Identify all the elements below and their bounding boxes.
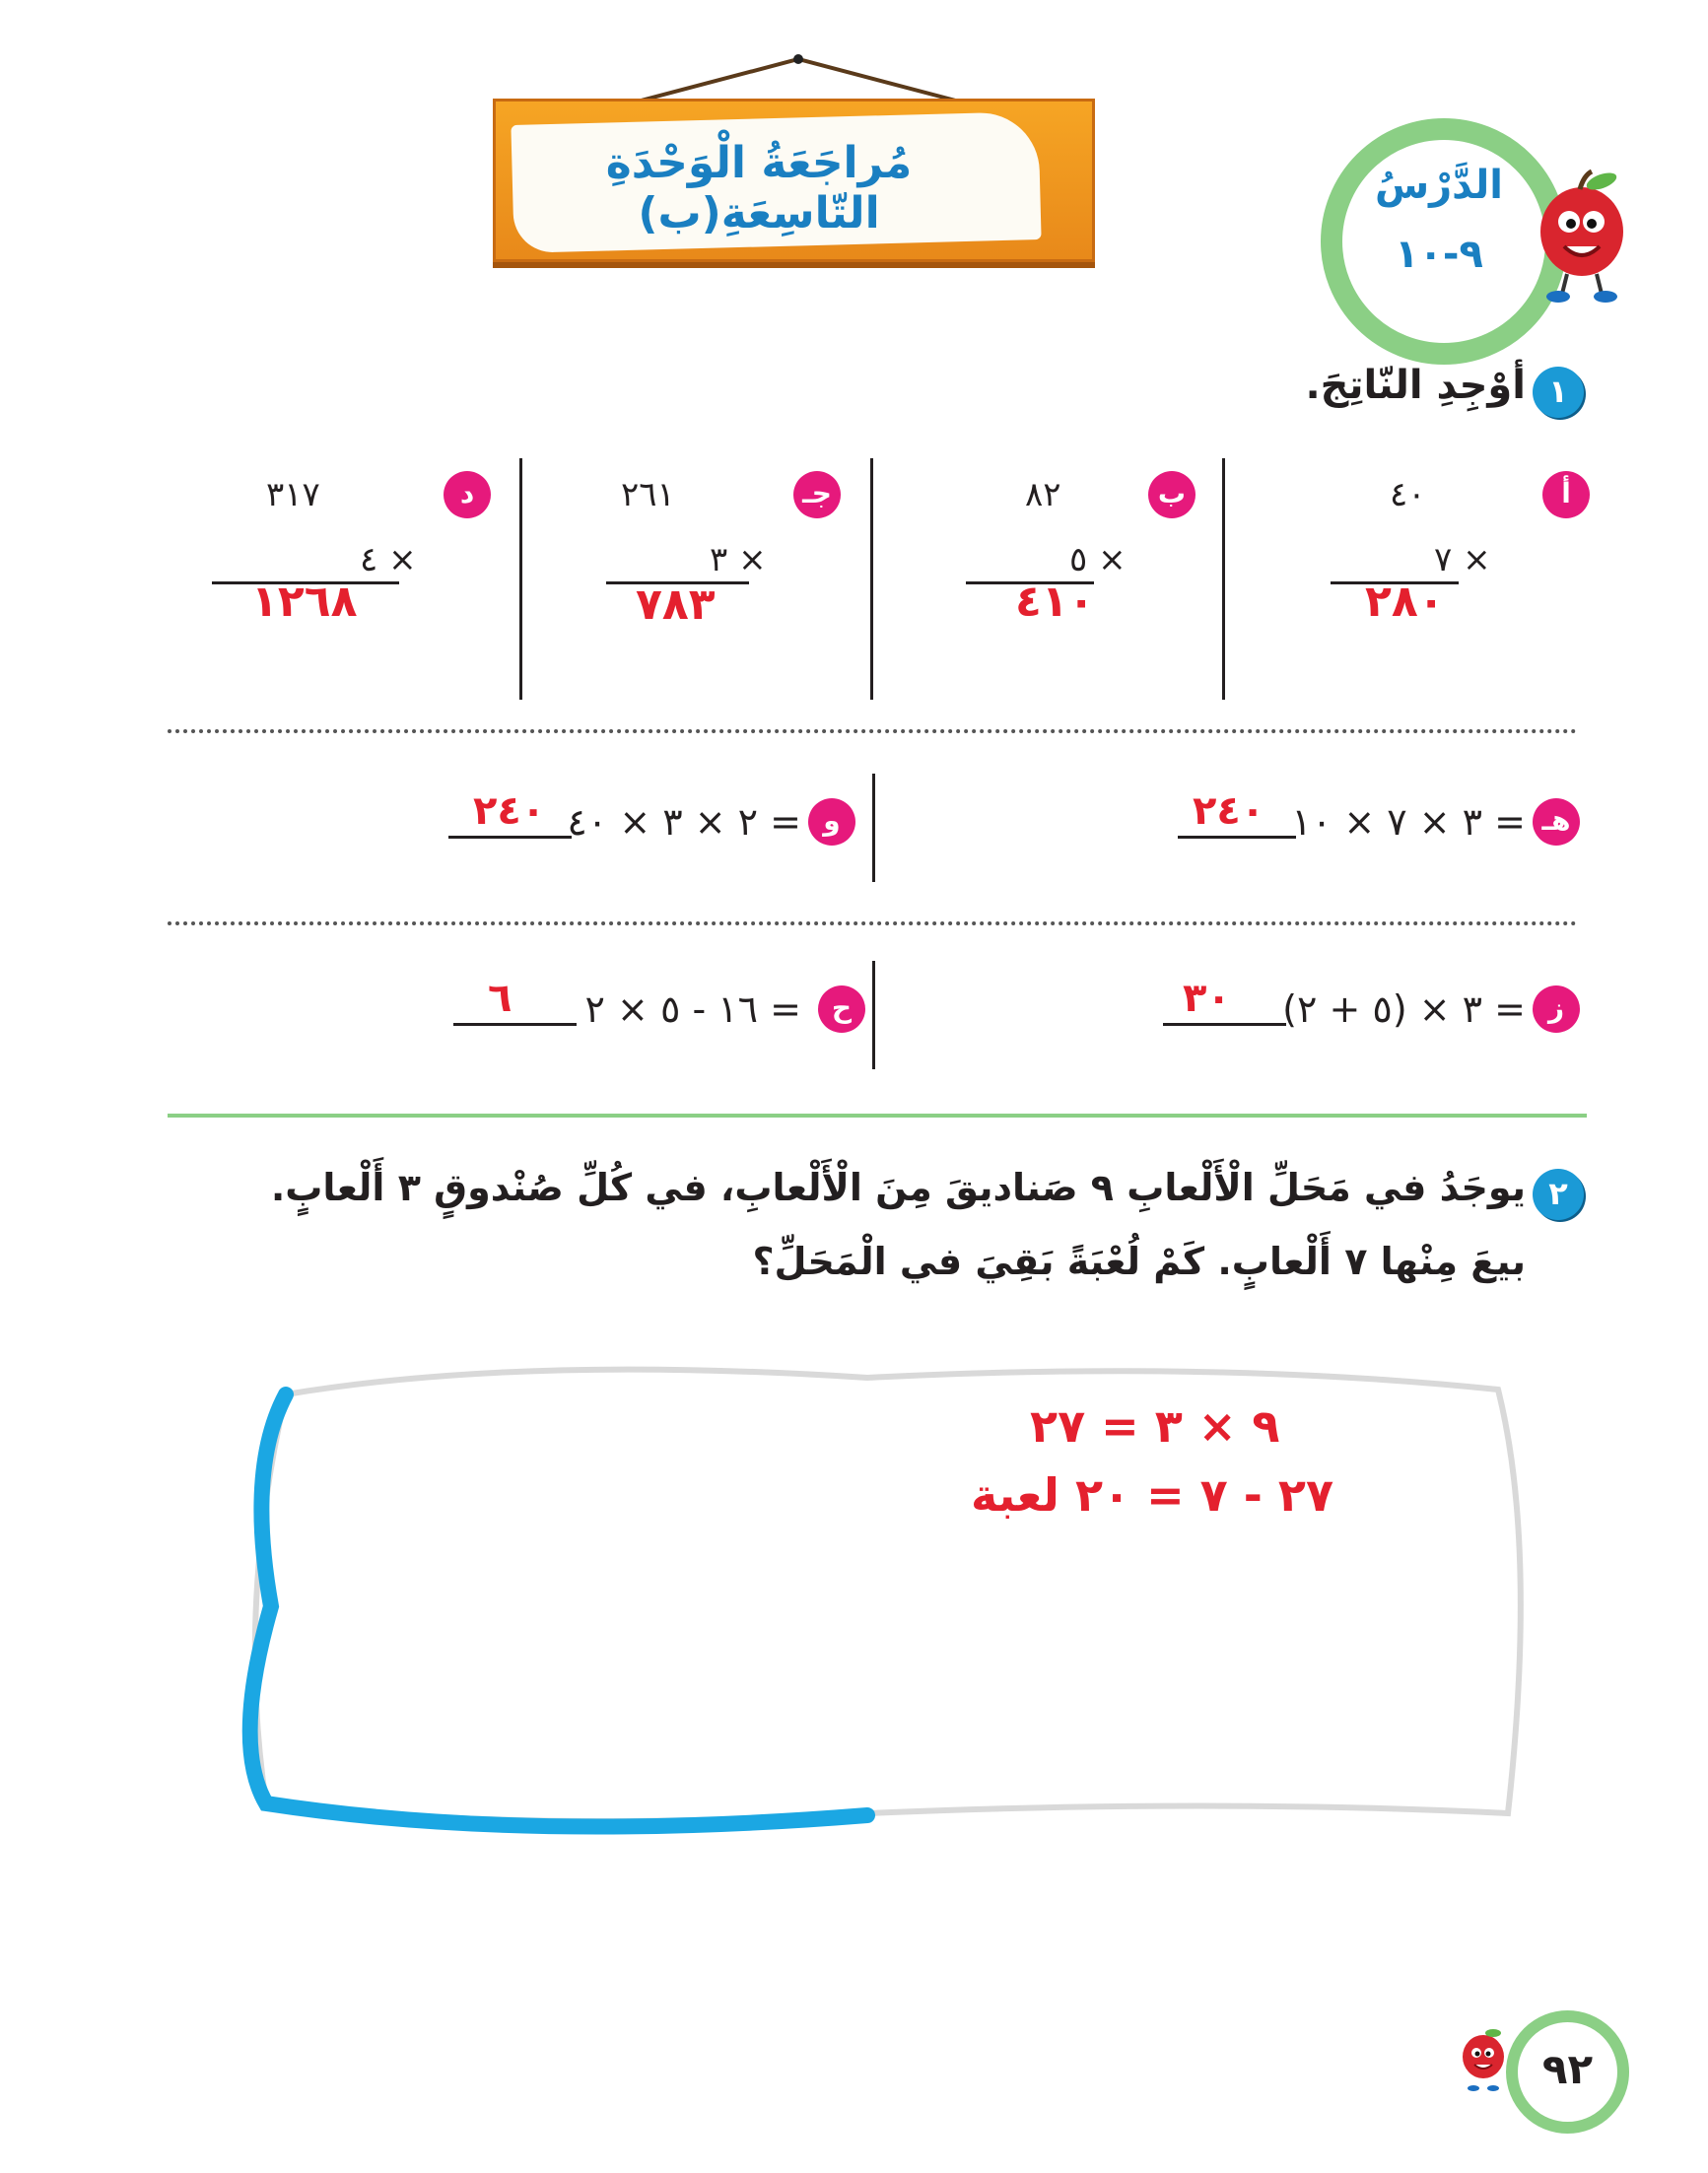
multiplier: × ٤ [360, 540, 417, 579]
item-letter-badge: أ [1542, 471, 1590, 518]
divider [519, 458, 522, 700]
expression: ١٦ - ٥ × ٢ = [584, 987, 801, 1031]
answer: ٢٨٠ [1365, 577, 1445, 627]
item-letter-badge: جـ [793, 471, 841, 518]
expression: ٣ × ٧ × ١٠ = [1291, 800, 1526, 844]
answer: ٣٠ [1183, 976, 1231, 1021]
divider [870, 458, 873, 700]
item-letter-badge: هـ [1533, 798, 1580, 846]
apple-mascot-icon [1523, 168, 1641, 306]
answer: ٤١٠ [1015, 577, 1095, 627]
item-letter-badge: ز [1533, 985, 1580, 1033]
item-letter-badge: ب [1148, 471, 1196, 518]
question-2-line-2: بيعَ مِنْها ٧ أَلْعابٍ. كَمْ لُعْبَةً بَقِيَ في الْمَحَلِّ؟ [752, 1240, 1526, 1283]
divider [872, 774, 875, 882]
answer: ١٢٦٨ [251, 577, 358, 627]
section-divider [168, 1114, 1587, 1118]
question-1-instruction: أوْجِدِ النّاتِجَ. [1305, 363, 1526, 408]
solution-line-2: ٢٧ - ٧ = ٢٠ لعبة [971, 1468, 1334, 1522]
solution-line-1: ٩ × ٣ = ٢٧ [1030, 1399, 1280, 1453]
page-number: ٩٢ [1541, 2045, 1594, 2093]
answer-blank [1178, 836, 1296, 839]
unit-title: مُراجَعَةُ الْوَحْدَةِ التّاسِعَةِ(ب) [605, 138, 913, 238]
question-2-line-1: يوجَدُ في مَحَلِّ الْأَلْعابِ ٩ صَناديقَ مِنَ الْأَلْعابِ، في كُلِّ صُنْدوقٍ ٣ أَلْعابٍ. [270, 1166, 1526, 1209]
question-2-badge: ٢ [1533, 1169, 1584, 1220]
answer-blank [1163, 1023, 1286, 1026]
answer: ٧٨٣ [636, 579, 716, 630]
answer-blank [448, 836, 572, 839]
item-letter-badge: ح [818, 985, 865, 1033]
answer-blank [453, 1023, 577, 1026]
expression: ٢ × ٣ × ٤٠ = [567, 800, 801, 844]
question-1-badge: ١ [1533, 367, 1584, 418]
divider [872, 961, 875, 1069]
apple-mascot-small-icon [1454, 2025, 1513, 2094]
multiplicand: ٤٠ [1390, 475, 1426, 514]
multiplicand: ٨٢ [1025, 475, 1061, 514]
dotted-separator [168, 729, 1577, 733]
divider [1222, 458, 1225, 700]
multiplier: × ٥ [1069, 540, 1127, 579]
answer: ٦ [488, 976, 512, 1021]
dotted-separator [168, 921, 1577, 925]
multiplicand: ٣١٧ [266, 475, 320, 514]
lesson-label: الدَّرْسُ [1374, 163, 1503, 208]
answer: ٢٤٠ [1193, 788, 1265, 834]
item-letter-badge: د [444, 471, 491, 518]
answer-box [227, 1350, 1537, 1843]
multiplicand: ٢٦١ [621, 475, 675, 514]
item-letter-badge: و [808, 798, 855, 846]
answer: ٢٤٠ [473, 788, 546, 834]
multiplier: × ٧ [1434, 540, 1491, 579]
lesson-number: ٩-١٠ [1395, 232, 1483, 277]
multiplier: × ٣ [710, 540, 767, 579]
expression: ٣ × (٥ + ٢) = [1282, 987, 1526, 1031]
